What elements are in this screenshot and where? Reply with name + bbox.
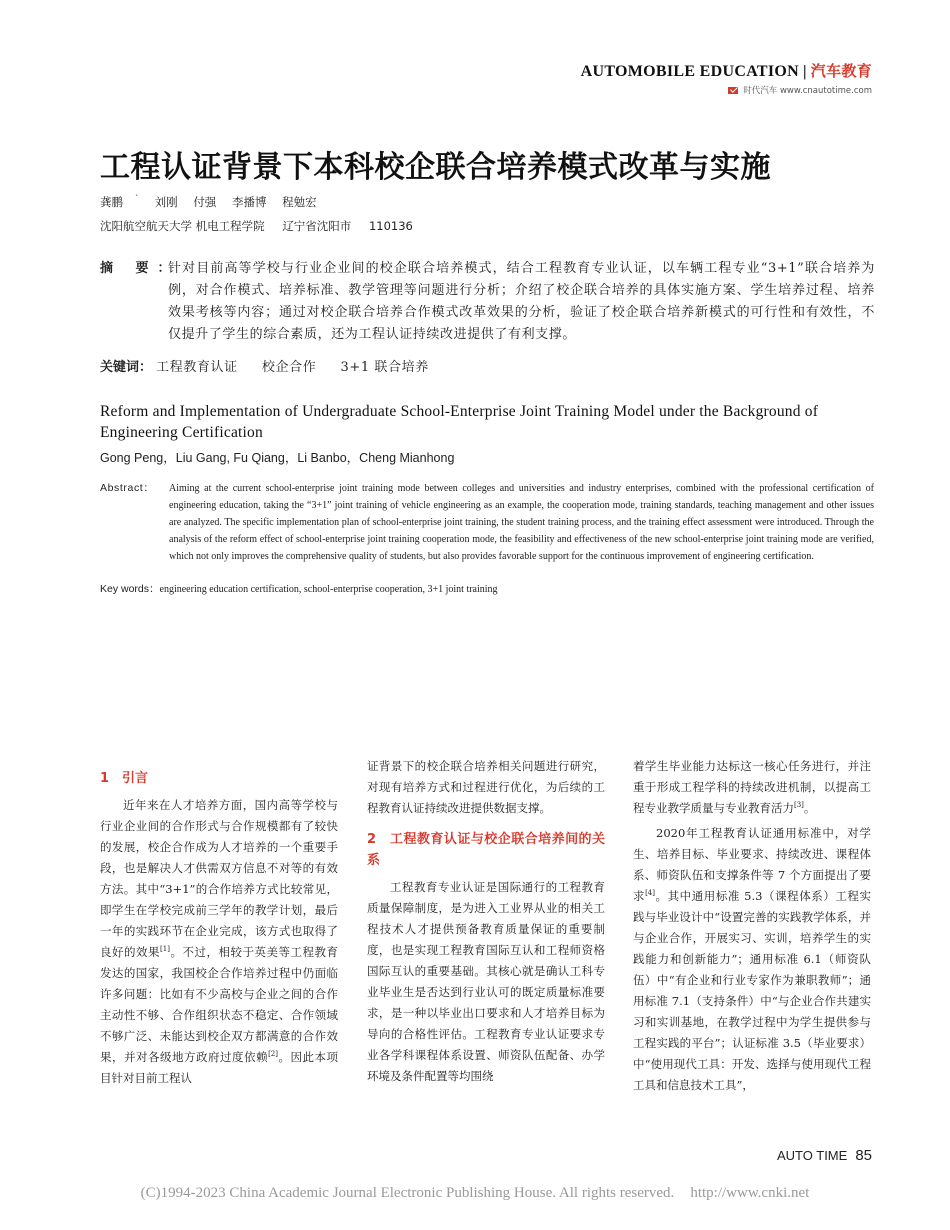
journal-subline <box>728 84 872 96</box>
keyword: 校企合作 <box>261 360 317 375</box>
abstract-text: 针对目前高等学校与行业企业间的校企联合培养模式，结合工程教育专业认证，以车辆工程专业“3+1”联合培养为例，对合作模式、培养标准、教学管理等问题进行分析；介绍了校企联合培养的具体实施方案、学生培养过程、培养效果考核等内容；通过对校企联合培养合作模式改革效果的分析，验证了校企联合培养新模式的可行性和有效性，不仅提升了学生的综合素质，还为工程认证持续改进提供了有利支撑。 <box>168 261 875 342</box>
paragraph: 工程教育专业认证是国际通行的工程教育质量保障制度，是为进入工业界从业的相关工程技术人才提供预备教育质量保证的重要制度，也是实现工程教育国际互认和工程师资格国际互认的重要基础。其核心就是确认工科专业毕业生是否达到行业认可的既定质量标准要求，是一种以毕业出口要求和人才培养目标为导向的合格性评估。工程教育专业认证要求专业各学科课程体系设置、师资队伍配备、办学环境及条件配置等均围绕 <box>367 880 605 1083</box>
mail-icon <box>728 87 738 94</box>
author: 李播博 <box>231 195 267 209</box>
journal-brand <box>581 60 872 81</box>
author-list-en: Gong Peng，Liu Gang, Fu Qiang，Li Banbo，Cheng Mianhong <box>100 451 455 465</box>
journal-url: www.cnautotime.com <box>779 86 872 96</box>
brand-en: AUTOMOBILE EDUCATION <box>580 63 799 80</box>
affiliation-institute: 沈阳航空航天大学 机电工程学院 <box>100 219 265 233</box>
keywords-en <box>100 581 498 596</box>
paragraph: 着学生毕业能力达标这一核心任务进行，并注重于形成工程学科的持续改进机制，以提高工程专业教学质量与专业教育活力[3]。 <box>633 759 871 815</box>
affiliation <box>100 218 427 234</box>
paper-title-en: Reform and Implementation of Undergraduate School-Enterprise Joint Training Model under the Background of Engineering Certification <box>100 403 819 441</box>
keyword: 3+1 联合培养 <box>340 360 429 375</box>
body-column-2 <box>367 756 605 1087</box>
copyright-text: (C)1994-2023 China Academic Journal Electronic Publishing House. All rights reserved. <box>140 1185 675 1201</box>
abstract-en <box>100 480 874 565</box>
author: 付强 <box>193 195 217 209</box>
journal-sub-cn: 时代汽车 <box>743 86 778 96</box>
abstract-en-label: Abstract： <box>100 482 155 494</box>
keywords-en-label: Key words： <box>100 583 160 595</box>
paragraph: 近年来在人才培养方面，国内高等学校与行业企业间的合作形式与合作规模都有了较快的发展，校企合作成为人才培养的一个重要手段，也是解决人才供需双方信息不对等的有效方法。其中“3+1”的合作培养方式比较常见，即学生在学校完成前三学年的教学计划，最后一年的实践环节在企业完成，该方式也取得了良好的效果[1]。不过，相较于英美等工程教育发达的国家，我国校企合作培养过程中仍面临许多问题：比如有不少高校与企业之间的合作主动性不够、合作组织状态不稳定、合作领域不够广泛、未能达到校企双方都满意的合作效果，并对各级地方政府过度依赖[2]。因此本项目针对目前工程认 <box>100 798 339 1085</box>
keywords-cn <box>100 356 449 375</box>
footer-journal: AUTO TIME <box>777 1148 848 1163</box>
keywords-en-text: engineering education certification, school-enterprise cooperation, 3+1 joint training <box>159 584 498 595</box>
section-1-heading: 1 引言 <box>100 771 149 786</box>
brand-cn: 汽车教育 <box>810 62 872 80</box>
page-number: 85 <box>855 1147 872 1164</box>
body-column-1 <box>100 756 338 1089</box>
paper-title: 工程认证背景下本科校企联合培养模式改革与实施 <box>100 150 771 185</box>
paragraph: 2020年工程教育认证通用标准中，对学生、培养目标、毕业要求、持续改进、课程体系、师资队伍和支撑条件等 7 个方面提出了要求[4]。其中通用标准 5.3（课程体系）工程实践与毕业设计中“设置完善的实践教学体系，并与企业合作，开展实习、实训，培养学生的实践能力和创新能力”；通用标准 6.1（师资队伍）中“有企业和行业专家作为兼职教师”；通用标准 7.1（支持条件）中“与企业合作共建实习和实训基地，在教学过程中为学生提供参与工程实践的平台”；认证标准 3.5（毕业要求）中“使用现代工具：开发、选择与使用现代工程工具和信息技术工具”， <box>633 826 871 1092</box>
abstract-label: 摘 要： <box>100 261 180 276</box>
copyright-notice <box>0 1185 950 1202</box>
section-2-heading: 2 工程教育认证与校企联合培养间的关系 <box>367 832 605 868</box>
keyword: 工程教育认证 <box>156 360 238 375</box>
page-footer <box>777 1147 872 1164</box>
paragraph: 证背景下的校企联合培养相关问题进行研究，对现有培养方式和过程进行优化，为后续的工程教育认证持续改进提供数据支撑。 <box>367 759 605 815</box>
author: 程勉宏 <box>282 195 317 209</box>
author: 刘刚 <box>154 195 178 209</box>
affiliation-postcode: 110136 <box>368 219 413 233</box>
body-column-3 <box>633 756 871 1096</box>
affiliation-city: 辽宁省沈阳市 <box>282 219 352 233</box>
keywords-label: 关键词： <box>100 360 153 375</box>
copyright-url: http://www.cnki.net <box>690 1185 810 1201</box>
brand-separator: | <box>802 63 807 80</box>
abstract-cn <box>100 258 875 346</box>
author-list <box>100 194 329 210</box>
abstract-en-text: Aiming at the current school-enterprise joint training mode between colleges and universities and industry enterprises, combined with the professional certification of engineering education, taking the “3+1” joint training of vehicle engineering as an example, the cooperation mode, training standards, teaching management and other issues are analyzed. The specific implementation plan of school-enterprise joint training, the student training process, and the training effect assessment were introduced. Through the analysis of the reform effect of school-enterprise joint training cooperation mode, the feasibility and effectiveness of the new school-enterprise joint training mode are verified, which not only improves the comprehensive quality of students, but also provides favorable support for the continuous improvement of engineering certification. <box>169 483 874 562</box>
author: 龚鹏 ` <box>100 194 139 209</box>
